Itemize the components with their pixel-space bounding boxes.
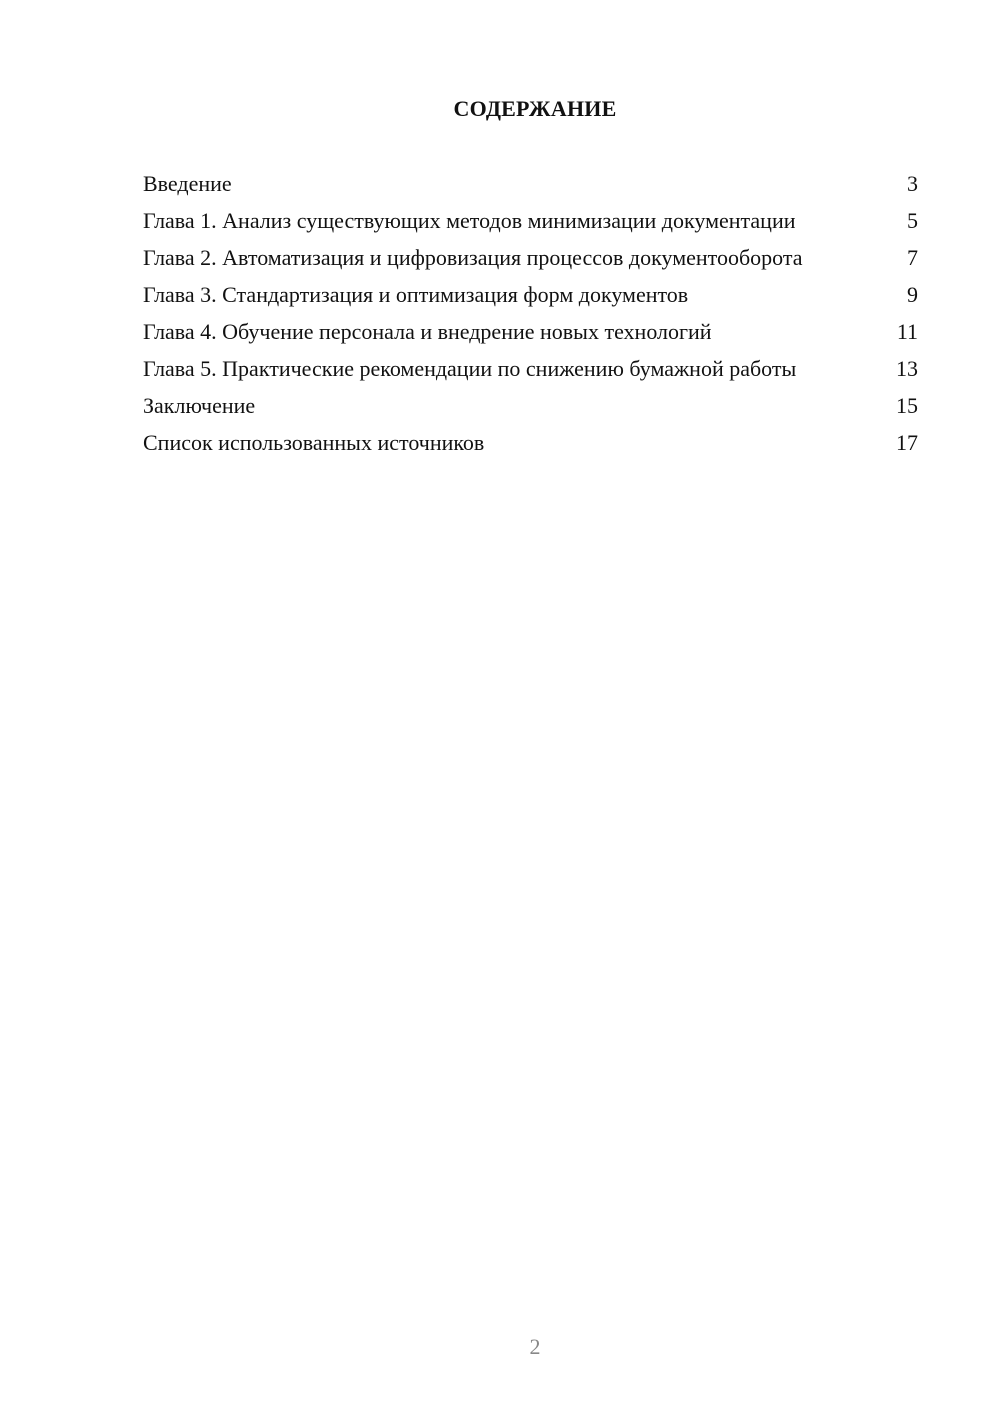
page-title: СОДЕРЖАНИЕ (453, 96, 617, 121)
toc-entry-text: Глава 2. Автоматизация и цифровизация процессов документооборота (143, 245, 803, 270)
toc-entry-page: 11 (896, 319, 918, 344)
toc-entry-text: Заключение (143, 393, 256, 418)
toc-entry (143, 392, 918, 419)
toc-entry (143, 170, 918, 197)
toc-entry-text: Глава 5. Практические рекомендации по снижению бумажной работы (143, 356, 797, 381)
toc-entry-page: 15 (896, 393, 918, 418)
toc-entry (143, 318, 918, 345)
table-of-contents (143, 170, 918, 466)
toc-entry-text: Глава 4. Обучение персонала и внедрение новых технологий (143, 319, 712, 344)
toc-entry-text: Введение (143, 171, 232, 196)
toc-entry (143, 355, 918, 382)
toc-entry (143, 429, 918, 456)
toc-entry-page: 9 (907, 282, 918, 307)
toc-entry-page: 5 (907, 208, 918, 233)
toc-entry (143, 281, 918, 308)
toc-entry-page: 3 (907, 171, 918, 196)
toc-entry (143, 244, 918, 271)
toc-entry-text: Список использованных источников (143, 430, 485, 455)
toc-entry-page: 7 (907, 245, 918, 270)
toc-entry-text: Глава 1. Анализ существующих методов минимизации документации (143, 208, 796, 233)
page-number: 2 (529, 1334, 541, 1359)
toc-entry-page: 17 (896, 430, 918, 455)
toc-entry (143, 207, 918, 234)
toc-entry-page: 13 (896, 356, 918, 381)
toc-entry-text: Глава 3. Стандартизация и оптимизация форм документов (143, 282, 689, 307)
